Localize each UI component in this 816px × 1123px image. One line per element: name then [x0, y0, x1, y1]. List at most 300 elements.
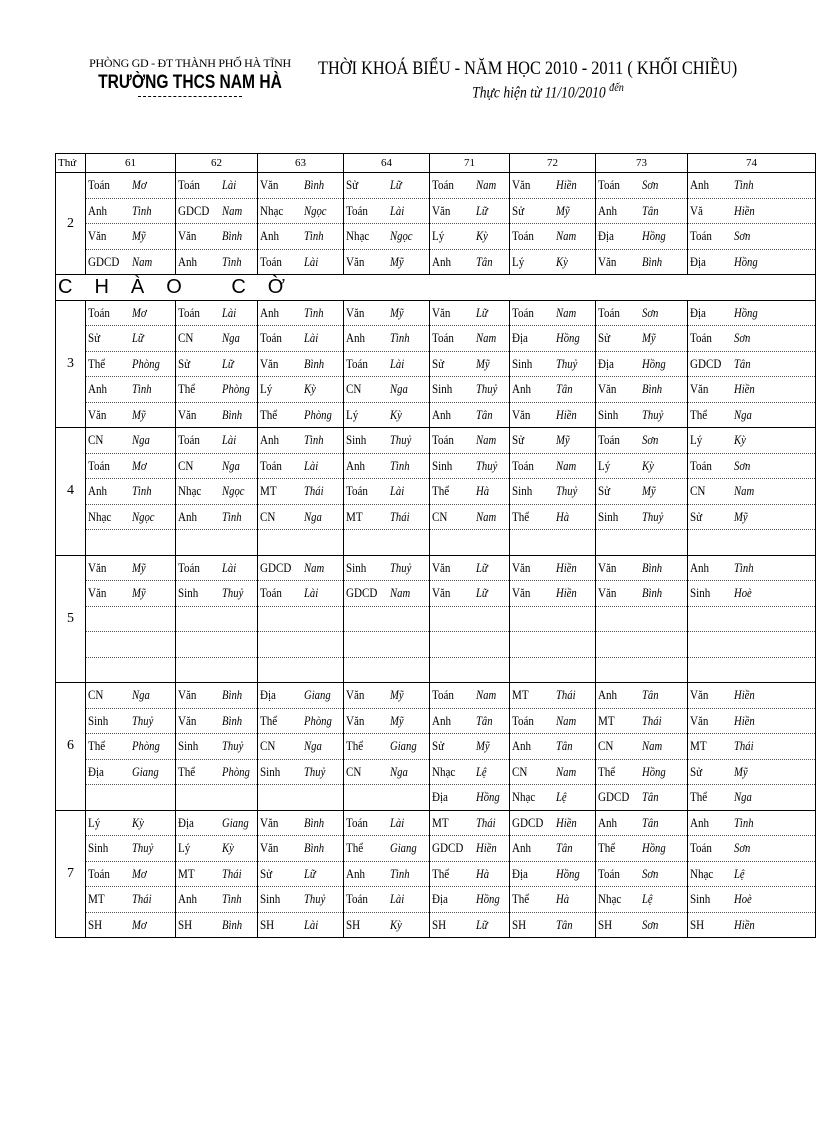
lesson-cell: [430, 326, 510, 352]
teacher-name: Lữ: [476, 559, 488, 575]
lesson-cell: [344, 887, 430, 913]
teacher-name: Mỹ: [556, 202, 570, 218]
subject-name: Sinh: [432, 381, 453, 397]
lesson-cell: [258, 453, 344, 479]
teacher-name: Lài: [390, 202, 405, 218]
subject-name: Anh: [346, 865, 366, 881]
subject-name: Văn: [88, 228, 107, 244]
teacher-name: Thái: [556, 687, 576, 703]
lesson-cell: [596, 861, 688, 887]
lesson-cell: [510, 377, 596, 403]
subject-name: Văn: [512, 406, 531, 422]
subject-name: Địa: [432, 891, 448, 907]
lesson-cell: [258, 224, 344, 250]
lesson-cell: [430, 708, 510, 734]
lesson-cell: [688, 428, 816, 454]
subject-name: Toán: [598, 865, 620, 881]
teacher-name: Tình: [304, 304, 324, 320]
subject-name: Anh: [88, 381, 108, 397]
header-left: [70, 56, 310, 97]
lesson-cell: [258, 581, 344, 607]
weekday-cell: 4: [56, 428, 86, 556]
lesson-cell: [344, 173, 430, 199]
teacher-name: Lữ: [476, 304, 488, 320]
lesson-cell: [86, 428, 176, 454]
teacher-name: Tình: [304, 432, 324, 448]
teacher-name: Nga: [304, 738, 322, 754]
subject-name: Sử: [346, 177, 359, 193]
lesson-row: [56, 734, 816, 760]
flag-ceremony-row: [56, 275, 816, 301]
subject-name: CN: [346, 381, 362, 397]
lesson-cell: [258, 351, 344, 377]
teacher-name: Thuỷ: [476, 381, 498, 397]
lesson-row: [56, 683, 816, 709]
lesson-row: [56, 300, 816, 326]
subject-name: Thể: [598, 840, 616, 856]
teacher-name: Bình: [222, 406, 243, 422]
subject-name: Văn: [178, 687, 197, 703]
lesson-cell: [596, 887, 688, 913]
subject-name: Anh: [260, 432, 280, 448]
subject-name: Anh: [432, 712, 452, 728]
subject-name: Địa: [432, 789, 448, 805]
teacher-name: Lệ: [734, 865, 745, 881]
teacher-name: Thái: [476, 814, 496, 830]
lesson-cell: [344, 683, 430, 709]
subject-name: Văn: [346, 304, 365, 320]
lesson-cell: [176, 224, 258, 250]
teacher-name: Nam: [556, 712, 577, 728]
lesson-cell: [86, 351, 176, 377]
subject-name: Toán: [260, 585, 282, 601]
lesson-cell: [430, 479, 510, 505]
teacher-name: Kỳ: [556, 253, 568, 269]
lesson-cell: [258, 810, 344, 836]
subject-name: Địa: [178, 814, 194, 830]
lesson-row: [56, 402, 816, 428]
weekday-cell: 2: [56, 173, 86, 275]
lesson-cell: [688, 581, 816, 607]
lesson-cell: [344, 785, 430, 811]
lesson-cell: [596, 581, 688, 607]
teacher-name: Hiền: [734, 687, 755, 703]
teacher-name: Bình: [304, 840, 325, 856]
subject-name: Địa: [690, 304, 706, 320]
subject-name: Sử: [88, 330, 101, 346]
lesson-row: [56, 377, 816, 403]
subject-name: Sinh: [598, 406, 619, 422]
teacher-name: Bình: [642, 381, 663, 397]
teacher-name: Phòng: [304, 406, 332, 422]
subject-name: Sinh: [432, 457, 453, 473]
lesson-cell: [344, 836, 430, 862]
subject-name: Địa: [598, 355, 614, 371]
teacher-name: Lữ: [222, 355, 234, 371]
lesson-cell: [510, 683, 596, 709]
lesson-cell: [176, 606, 258, 632]
teacher-name: Nga: [132, 432, 150, 448]
lesson-cell: [510, 402, 596, 428]
lesson-cell: [596, 377, 688, 403]
lesson-cell: [176, 581, 258, 607]
lesson-cell: [86, 836, 176, 862]
teacher-name: Ngọc: [222, 483, 245, 499]
subject-name: GDCD: [512, 814, 544, 830]
subject-name: Toán: [432, 177, 454, 193]
class-header: 72: [510, 154, 596, 173]
lesson-row: [56, 785, 816, 811]
teacher-name: Mơ: [132, 457, 147, 473]
subject-name: Thể: [432, 865, 450, 881]
subject-name: Toán: [346, 814, 368, 830]
lesson-cell: [510, 351, 596, 377]
lesson-cell: [258, 657, 344, 683]
subject-name: Văn: [260, 177, 279, 193]
subject-name: Anh: [598, 202, 618, 218]
teacher-name: Giang: [304, 687, 331, 703]
subject-name: Văn: [178, 406, 197, 422]
subject-name: Sinh: [88, 712, 109, 728]
lesson-cell: [430, 555, 510, 581]
subject-name: Sinh: [178, 585, 199, 601]
lesson-cell: [86, 734, 176, 760]
lesson-cell: [596, 173, 688, 199]
subject-name: Sử: [598, 483, 611, 499]
teacher-name: Ngọc: [132, 508, 155, 524]
subject-name: Lý: [178, 840, 191, 856]
teacher-name: Thuỷ: [556, 483, 578, 499]
subject-name: Anh: [178, 508, 198, 524]
lesson-cell: [596, 683, 688, 709]
lesson-cell: [86, 530, 176, 556]
lesson-cell: [258, 708, 344, 734]
teacher-name: Tân: [642, 814, 659, 830]
subtitle-suffix: đến: [609, 80, 624, 94]
lesson-row: [56, 810, 816, 836]
lesson-cell: [688, 606, 816, 632]
lesson-cell: [258, 861, 344, 887]
lesson-cell: [258, 300, 344, 326]
subject-name: Anh: [260, 304, 280, 320]
subject-name: Nhạc: [346, 228, 370, 244]
lesson-cell: [344, 657, 430, 683]
teacher-name: Lệ: [476, 763, 487, 779]
lesson-row: [56, 555, 816, 581]
lesson-cell: [430, 657, 510, 683]
lesson-cell: [176, 173, 258, 199]
lesson-cell: [688, 479, 816, 505]
lesson-cell: [596, 734, 688, 760]
lesson-cell: [596, 300, 688, 326]
teacher-name: Sơn: [734, 228, 751, 244]
subject-name: Toán: [598, 177, 620, 193]
subject-name: Toán: [260, 253, 282, 269]
subject-name: Toán: [690, 457, 712, 473]
timetable-body: [56, 173, 816, 938]
teacher-name: Mơ: [132, 865, 147, 881]
teacher-name: Hà: [556, 508, 570, 524]
lesson-cell: [510, 224, 596, 250]
lesson-cell: [176, 810, 258, 836]
teacher-name: Lài: [390, 355, 405, 371]
lesson-cell: [176, 912, 258, 938]
lesson-cell: [258, 428, 344, 454]
teacher-name: Giang: [222, 814, 249, 830]
teacher-name: Sơn: [642, 177, 659, 193]
lesson-cell: [510, 249, 596, 275]
subject-name: Lý: [88, 814, 101, 830]
teacher-name: Hồng: [734, 253, 758, 269]
subject-name: CN: [598, 738, 614, 754]
teacher-name: Nam: [476, 432, 497, 448]
lesson-cell: [510, 708, 596, 734]
lesson-cell: [688, 836, 816, 862]
subject-name: Thể: [88, 738, 106, 754]
teacher-name: Tình: [734, 559, 754, 575]
teacher-name: Nam: [556, 304, 577, 320]
subject-name: Nhạc: [512, 789, 536, 805]
teacher-name: Lài: [222, 559, 237, 575]
teacher-name: Tình: [390, 865, 410, 881]
teacher-name: Hiền: [556, 585, 577, 601]
teacher-name: Tình: [132, 381, 152, 397]
lesson-cell: [430, 249, 510, 275]
lesson-cell: [86, 887, 176, 913]
subject-name: Văn: [512, 585, 531, 601]
teacher-name: Hồng: [556, 330, 580, 346]
lesson-row: [56, 657, 816, 683]
school-underline: [138, 96, 242, 97]
effective-date: Thực hiện từ 11/10/2010: [472, 84, 606, 102]
lesson-cell: [344, 810, 430, 836]
teacher-name: Lệ: [642, 891, 653, 907]
lesson-cell: [688, 632, 816, 658]
lesson-cell: [688, 759, 816, 785]
subject-name: CN: [260, 738, 276, 754]
subject-name: Toán: [346, 891, 368, 907]
teacher-name: Hoè: [734, 891, 752, 907]
teacher-name: Hiền: [556, 814, 577, 830]
lesson-cell: [258, 759, 344, 785]
lesson-cell: [430, 581, 510, 607]
subject-name: Lý: [260, 381, 273, 397]
class-header: 62: [176, 154, 258, 173]
teacher-name: Tình: [222, 508, 242, 524]
lesson-cell: [86, 402, 176, 428]
lesson-cell: [688, 861, 816, 887]
teacher-name: Lài: [390, 891, 405, 907]
subject-name: Toán: [346, 355, 368, 371]
subject-name: Văn: [260, 814, 279, 830]
lesson-cell: [344, 326, 430, 352]
lesson-cell: [688, 351, 816, 377]
teacher-name: Hiền: [556, 406, 577, 422]
subject-name: GDCD: [598, 789, 630, 805]
subject-name: Toán: [88, 865, 110, 881]
lesson-cell: [344, 351, 430, 377]
teacher-name: Thuỷ: [304, 891, 326, 907]
lesson-cell: [596, 632, 688, 658]
lesson-cell: [430, 351, 510, 377]
subject-name: Nhạc: [432, 763, 456, 779]
teacher-name: Hồng: [476, 891, 500, 907]
lesson-cell: [688, 326, 816, 352]
teacher-name: Lài: [304, 253, 319, 269]
teacher-name: Hà: [476, 865, 490, 881]
lesson-row: [56, 861, 816, 887]
lesson-cell: [176, 632, 258, 658]
lesson-cell: [688, 657, 816, 683]
teacher-name: Lài: [304, 457, 319, 473]
subject-name: Sử: [260, 865, 273, 881]
lesson-cell: [258, 249, 344, 275]
lesson-cell: [176, 555, 258, 581]
lesson-cell: [596, 249, 688, 275]
subject-name: CN: [178, 457, 194, 473]
subject-name: Văn: [432, 559, 451, 575]
teacher-name: Tình: [734, 814, 754, 830]
teacher-name: Hiền: [734, 202, 755, 218]
subject-name: Sử: [178, 355, 191, 371]
lesson-cell: [688, 224, 816, 250]
lesson-cell: [510, 657, 596, 683]
teacher-name: Nam: [476, 508, 497, 524]
lesson-cell: [344, 861, 430, 887]
lesson-cell: [176, 683, 258, 709]
lesson-cell: [176, 759, 258, 785]
teacher-name: Nam: [476, 177, 497, 193]
lesson-cell: [510, 785, 596, 811]
teacher-name: Bình: [222, 916, 243, 932]
lesson-cell: [688, 912, 816, 938]
lesson-row: [56, 428, 816, 454]
lesson-cell: [596, 836, 688, 862]
teacher-name: Nam: [556, 228, 577, 244]
subject-name: Toán: [432, 432, 454, 448]
lesson-cell: [688, 785, 816, 811]
subject-name: Anh: [346, 457, 366, 473]
lesson-cell: [176, 887, 258, 913]
lesson-cell: [510, 836, 596, 862]
lesson-cell: [596, 606, 688, 632]
lesson-cell: [430, 224, 510, 250]
subject-name: Lý: [598, 457, 611, 473]
lesson-row: [56, 326, 816, 352]
subject-name: Thể: [260, 406, 278, 422]
subject-name: Toán: [88, 177, 110, 193]
teacher-name: Nga: [304, 508, 322, 524]
teacher-name: Kỳ: [734, 432, 746, 448]
lesson-cell: [688, 708, 816, 734]
lesson-cell: [344, 453, 430, 479]
lesson-cell: [430, 402, 510, 428]
teacher-name: Lữ: [132, 330, 144, 346]
subject-name: Văn: [346, 712, 365, 728]
teacher-name: Tân: [556, 916, 573, 932]
teacher-name: Hiền: [556, 559, 577, 575]
lesson-cell: [596, 479, 688, 505]
lesson-cell: [176, 785, 258, 811]
lesson-cell: [258, 479, 344, 505]
lesson-row: [56, 504, 816, 530]
subject-name: Toán: [690, 840, 712, 856]
subject-name: Anh: [178, 891, 198, 907]
teacher-name: Mỹ: [734, 763, 748, 779]
subject-name: Văn: [88, 585, 107, 601]
teacher-name: Hiền: [556, 177, 577, 193]
lesson-cell: [86, 300, 176, 326]
teacher-name: Bình: [304, 177, 325, 193]
teacher-name: Lài: [304, 916, 319, 932]
teacher-name: Mỹ: [734, 508, 748, 524]
subject-name: Sinh: [512, 483, 533, 499]
subject-name: GDCD: [260, 559, 292, 575]
lesson-cell: [86, 912, 176, 938]
lesson-cell: [344, 402, 430, 428]
lesson-cell: [86, 759, 176, 785]
subject-name: Sử: [598, 330, 611, 346]
subject-name: Sinh: [260, 891, 281, 907]
subject-name: Sinh: [88, 840, 109, 856]
lesson-cell: [176, 734, 258, 760]
subject-name: CN: [88, 687, 104, 703]
teacher-name: Nga: [734, 789, 752, 805]
teacher-name: Nam: [476, 330, 497, 346]
teacher-name: Mỹ: [132, 228, 146, 244]
subject-name: Văn: [346, 687, 365, 703]
subject-name: MT: [512, 687, 529, 703]
lesson-cell: [688, 402, 816, 428]
teacher-name: Lữ: [304, 865, 316, 881]
teacher-name: Mỹ: [642, 483, 656, 499]
teacher-name: Mỹ: [390, 304, 404, 320]
lesson-cell: [176, 504, 258, 530]
subject-name: Anh: [178, 253, 198, 269]
lesson-cell: [430, 836, 510, 862]
subject-name: CN: [88, 432, 104, 448]
lesson-row: [56, 453, 816, 479]
lesson-cell: [258, 683, 344, 709]
subject-name: Thể: [690, 406, 708, 422]
subject-name: Văn: [512, 559, 531, 575]
subject-name: Thể: [512, 891, 530, 907]
subject-name: Anh: [690, 177, 710, 193]
lesson-cell: [344, 479, 430, 505]
teacher-name: Nga: [222, 330, 240, 346]
subject-name: Anh: [598, 687, 618, 703]
lesson-cell: [86, 198, 176, 224]
department-name: PHÒNG GD - ĐT THÀNH PHỐ HÀ TĨNH: [89, 56, 291, 70]
teacher-name: Sơn: [642, 865, 659, 881]
document-subtitle: [353, 80, 744, 102]
teacher-name: Thuỷ: [390, 432, 412, 448]
lesson-cell: [86, 173, 176, 199]
lesson-cell: [510, 453, 596, 479]
lesson-cell: [258, 734, 344, 760]
subject-name: Địa: [512, 865, 528, 881]
subject-name: Văn: [88, 406, 107, 422]
teacher-name: Giang: [390, 738, 417, 754]
teacher-name: Bình: [642, 585, 663, 601]
class-header: 74: [688, 154, 816, 173]
lesson-cell: [176, 326, 258, 352]
teacher-name: Nam: [556, 457, 577, 473]
teacher-name: Phòng: [132, 738, 160, 754]
teacher-name: Mỹ: [390, 712, 404, 728]
teacher-name: Lài: [222, 177, 237, 193]
subject-name: Toán: [432, 330, 454, 346]
